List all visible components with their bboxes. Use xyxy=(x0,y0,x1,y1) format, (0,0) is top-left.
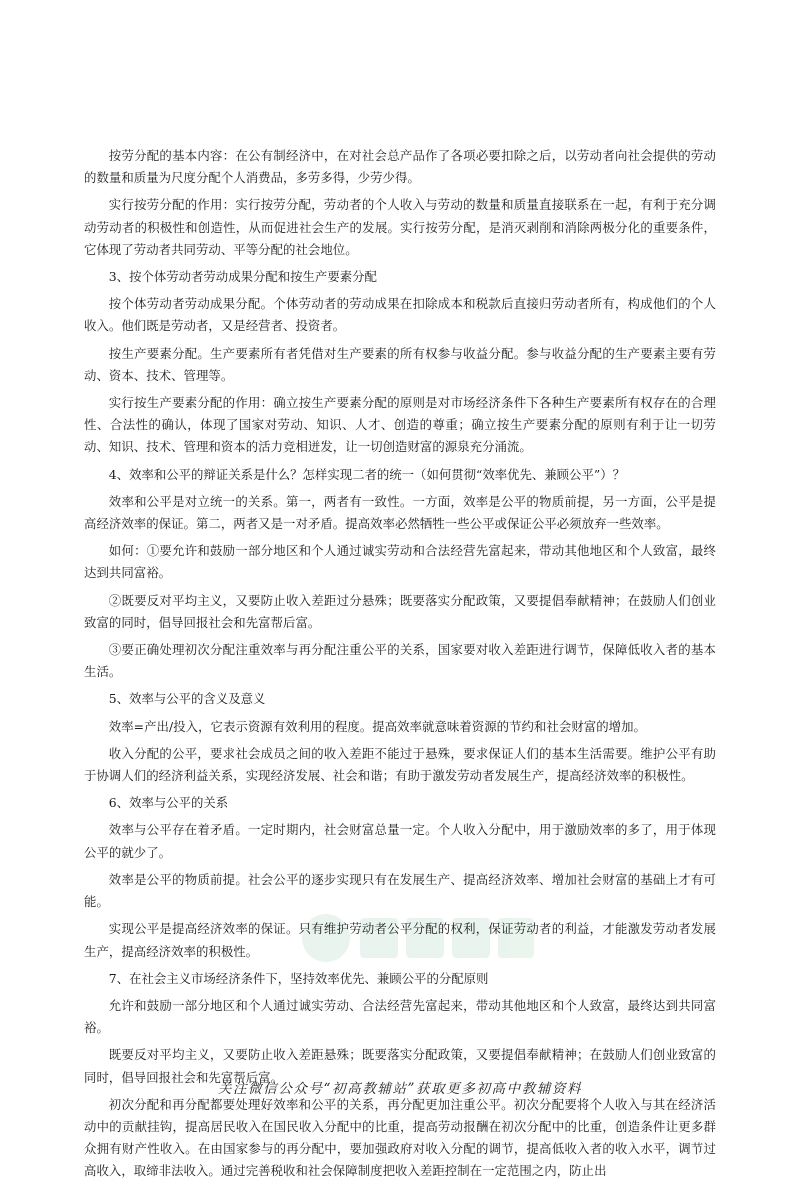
body-paragraph: 收入分配的公平，要求社会成员之间的收入差距不能过于悬殊，要求保证人们的基本生活需要。维护公平有助于协调人们的经济利益关系，实现经济发展、社会和谐；有助于激发劳动者发展生产，提高经济效率的积极性。 xyxy=(84,745,716,784)
body-paragraph: ③要正确处理初次分配注重效率与再分配注重公平的关系，国家要对收入差距进行调节，保障低收入者的基本生活。 xyxy=(84,642,716,680)
body-paragraph: ②既要反对平均主义，又要防止收入差距过分悬殊；既要落实分配政策，又要提倡奉献精神；在鼓励人们创业致富的同时，倡导回报社会和先富帮后富。 xyxy=(84,592,716,630)
body-paragraph: 初次分配和再分配都要处理好效率和公平的关系，再分配更加注重公平。初次分配要将个人收入与其在经济活动中的贡献挂钩，提高居民收入在国民收入分配中的比重，提高劳动报酬在初次分配中的比重，创造条件让更多群众拥有财产性收入。在由国家参与的再分配中，要加强政府对收入分配的调节，提高低收入者的收入水平，调节过高收入，取缔非法收入。通过完善税收和社会保障制度把收入差距控制在一定范围之内，防止出 xyxy=(84,1096,716,1179)
body-paragraph: 按生产要素分配。生产要素所有者凭借对生产要素的所有权参与收益分配。参与收益分配的生产要素主要有劳动、资本、技术、管理等。 xyxy=(84,345,716,383)
section-heading: 3、按个体劳动者劳动成果分配和按生产要素分配 xyxy=(108,269,377,285)
body-paragraph: 效率是公平的物质前提。社会公平的逐步实现只有在发展生产、提高经济效率、增加社会财富的基础上才有可能。 xyxy=(84,871,716,910)
body-paragraph: 实行按生产要素分配的作用：确立按生产要素分配的原则是对市场经济条件下各种生产要素所有权存在的合理性、合法性的确认，体现了国家对劳动、知识、人才、创造的尊重；确立按生产要素分配的原则有利于让一切劳动、知识、技术、管理和资本的活力竞相迸发，让一切创造财富的源泉充分涌流。 xyxy=(84,395,716,455)
section-heading: 4、效率和公平的辩证关系是什么？怎样实现二者的统一（如何贯彻“效率优先、兼顾公平”）？ xyxy=(108,466,625,482)
body-paragraph: 按劳分配的基本内容：在公有制经济中，在对社会总产品作了各项必要扣除之后，以劳动者向社会提供的劳动的数量和质量为尺度分配个人消费品，多劳多得，少劳少得。 xyxy=(84,148,716,186)
body-paragraph: 按个体劳动者劳动成果分配。个体劳动者的劳动成果在扣除成本和税款后直接归劳动者所有，构成他们的个人收入。他们既是劳动者，又是经营者、投资者。 xyxy=(84,296,716,334)
body-paragraph: 效率和公平是对立统一的关系。第一，两者有一致性。一方面，效率是公平的物质前提，另一方面，公平是提高经济效率的保证。第二，两者又是一对矛盾。提高效率必然牺牲一些公平或保证公平必须放弃一些效率。 xyxy=(84,493,716,532)
section-heading: 6、效率与公平的关系 xyxy=(108,795,229,811)
document-body xyxy=(84,145,716,1188)
body-paragraph: 如何：①要允许和鼓励一部分地区和个人通过诚实劳动和合法经营先富起来，带动其他地区和个人致富，最终达到共同富裕。 xyxy=(84,543,716,581)
body-paragraph: 既要反对平均主义，又要防止收入差距悬殊；既要落实分配政策，又要提倡奉献精神；在鼓励人们创业致富的同时，倡导回报社会和先富帮后富。 xyxy=(84,1047,716,1085)
body-paragraph: 实现公平是提高经济效率的保证。只有维护劳动者公平分配的权利，保证劳动者的利益，才能激发劳动者发展生产，提高经济效率的积极性。 xyxy=(84,921,716,959)
footer-promo-text: 关注微信公众号“初高教辅站”获取更多初高中教辅资料 xyxy=(217,1081,583,1097)
section-heading: 5、效率与公平的含义及意义 xyxy=(108,691,266,707)
body-paragraph: 效率与公平存在着矛盾。一定时期内，社会财富总量一定。个人收入分配中，用于激励效率的多了，用于体现公平的就少了。 xyxy=(84,822,716,860)
body-paragraph: 允许和鼓励一部分地区和个人通过诚实劳动、合法经营先富起来，带动其他地区和个人致富，最终达到共同富裕。 xyxy=(84,997,716,1036)
body-paragraph: 实行按劳分配的作用：实行按劳分配，劳动者的个人收入与劳动的数量和质量直接联系在一起，有利于充分调动劳动者的积极性和创造性，从而促进社会生产的发展。实行按劳分配，是消灭剥削和消除两极分化的重要条件，它体现了劳动者共同劳动、平等分配的社会地位。 xyxy=(84,197,716,257)
body-paragraph: 效率=产出/投入，它表示资源有效利用的程度。提高效率就意味着资源的节约和社会财富的增加。 xyxy=(108,718,646,734)
section-heading: 7、在社会主义市场经济条件下，坚持效率优先、兼顾公平的分配原则 xyxy=(108,970,489,986)
